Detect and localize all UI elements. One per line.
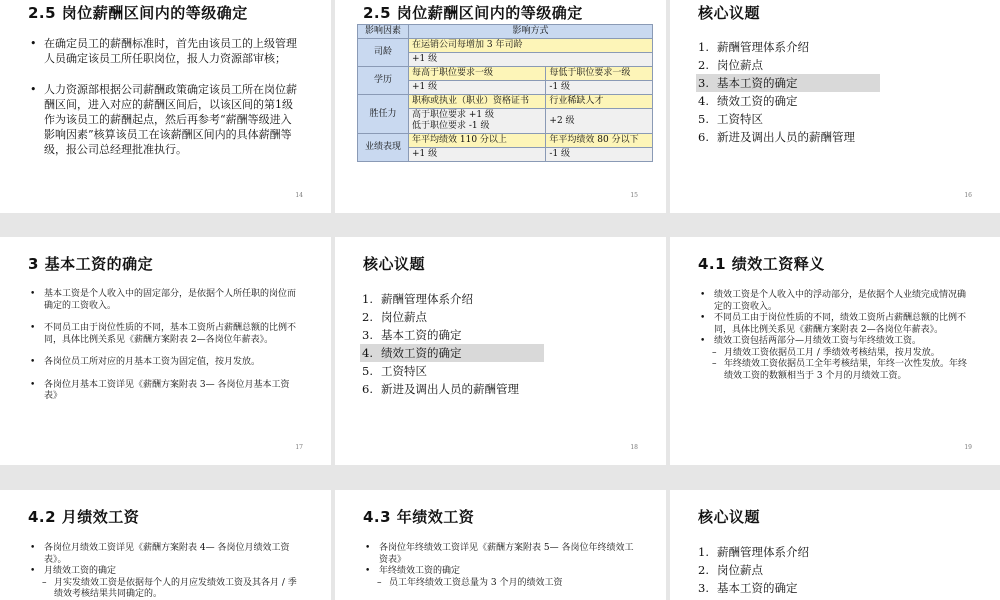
bullet-list xyxy=(365,543,637,589)
agenda-item xyxy=(360,308,544,326)
bullet-item: • 不同员工由于岗位性质的不同，基本工资所占薪酬总额的比例不同，具体比例关系见《薪酬方案附表 2—各岗位年薪表》。 xyxy=(30,323,302,346)
bullet-item: • 不同员工由于岗位性质的不同，绩效工资所占薪酬总额的比例不同，具体比例关系见《薪酬方案附表 2—各岗位年薪表》。 xyxy=(700,313,970,336)
agenda-label: 绩效工资的确定 xyxy=(717,94,798,108)
agenda-label: 新进及调出人员的薪酬管理 xyxy=(381,382,519,396)
grade-cell: -1 级 xyxy=(546,148,653,162)
slide-title: 核心议题 xyxy=(698,508,761,526)
agenda-label: 基本工资的确定 xyxy=(381,328,462,342)
agenda-item xyxy=(696,561,880,579)
slide-title: 3 基本工资的确定 xyxy=(28,255,154,273)
agenda-number: 1. xyxy=(698,545,709,559)
agenda-number: 5. xyxy=(362,364,373,378)
agenda-label: 薪酬管理体系介绍 xyxy=(381,292,473,306)
agenda-label: 工资特区 xyxy=(717,112,763,126)
agenda-number: 3. xyxy=(362,328,373,342)
slide-22[interactable] xyxy=(670,490,1000,600)
agenda-number: 6. xyxy=(362,382,373,396)
bullet-item: • 绩效工资是个人收入中的浮动部分，是依据个人业绩完成情况确定的工资收入。 xyxy=(700,290,970,313)
agenda-number: 2. xyxy=(362,310,373,324)
bullet-item: • 各岗位员工所对应的月基本工资为固定值，按月发放。 xyxy=(30,357,302,369)
page-number: 19 xyxy=(964,444,972,451)
slide-14[interactable] xyxy=(0,0,331,213)
slide-title: 4.2 月绩效工资 xyxy=(28,508,140,526)
agenda-label: 绩效工资的确定 xyxy=(381,346,462,360)
bullet-item: • 人力资源部根据公司薪酬政策确定该员工所在岗位薪酬区间，进入对应的薪酬区间后，以该区间的第1级作为该员工的薪酬起点，然后再参考“薪酬等级进入影响因素”核算该员工在该薪酬区间内的具体薪酬等级，报公司总经理批准执行。 xyxy=(30,82,302,157)
sub-bullet-item: – 员工年终绩效工资总量为 3 个月的绩效工资 xyxy=(365,578,637,590)
agenda-label: 基本工资的确定 xyxy=(717,581,798,595)
slide-15[interactable] xyxy=(335,0,666,213)
agenda-number: 4. xyxy=(698,94,709,108)
bullet-item: • 各岗位月绩效工资详见《薪酬方案附表 4— 各岗位月绩效工资表》。 xyxy=(30,543,302,566)
table-header: 影响因素 xyxy=(358,25,409,39)
agenda-item xyxy=(696,579,880,597)
agenda-number: 6. xyxy=(698,130,709,144)
agenda-number: 4. xyxy=(362,346,373,360)
agenda-label: 新进及调出人员的薪酬管理 xyxy=(717,130,855,144)
agenda-item xyxy=(696,128,880,146)
slide-title: 4.3 年绩效工资 xyxy=(363,508,475,526)
method-cell: 职称或执业（职业）资格证书 xyxy=(409,95,546,109)
agenda-number: 2. xyxy=(698,563,709,577)
sub-bullet-item: – 月实发绩效工资是依据每个人的月应发绩效工资及其各月 / 季绩效考核结果共同确定的。 xyxy=(30,578,302,600)
bullet-item: • 各岗位月基本工资详见《薪酬方案附表 3— 各岗位月基本工资表》 xyxy=(30,380,302,403)
agenda-item xyxy=(360,326,544,344)
bullet-list xyxy=(30,289,302,403)
bullet-item: • 月绩效工资的确定 xyxy=(30,566,302,578)
method-cell: 年平均绩效 110 分以上 xyxy=(409,134,546,148)
grade-cell: +1 级 xyxy=(409,81,546,95)
table-header: 影响方式 xyxy=(409,25,653,39)
agenda-label: 基本工资的确定 xyxy=(717,76,798,90)
slide-20[interactable] xyxy=(0,490,331,600)
grade-cell: +1 级 xyxy=(409,148,546,162)
slide-title: 核心议题 xyxy=(363,255,426,273)
factor-cell: 胜任力 xyxy=(358,95,409,134)
agenda-item xyxy=(696,110,880,128)
sub-bullet-item: – 月绩效工资依据员工月 / 季绩效考核结果，按月发放。 xyxy=(700,348,970,360)
bullet-list xyxy=(30,36,302,157)
agenda-number: 1. xyxy=(698,40,709,54)
slide-16[interactable] xyxy=(670,0,1000,213)
slide-title: 核心议题 xyxy=(698,4,761,22)
bullet-item: • 在确定员工的薪酬标准时，首先由该员工的上级管理人员确定该员工所任职岗位，报人力资源部审核； xyxy=(30,36,302,66)
grade-cell: +1 级 xyxy=(409,53,653,67)
influence-factor-table xyxy=(357,24,653,162)
agenda-item-highlighted xyxy=(696,74,880,92)
grade-cell: -1 级 xyxy=(546,81,653,95)
method-cell: 年平均绩效 80 分以下 xyxy=(546,134,653,148)
agenda-item xyxy=(360,362,544,380)
factor-cell: 学历 xyxy=(358,67,409,95)
bullet-item: • 年终绩效工资的确定 xyxy=(365,566,637,578)
agenda-number: 2. xyxy=(698,58,709,72)
agenda-number: 3. xyxy=(698,76,709,90)
agenda-item xyxy=(696,38,880,56)
agenda-number: 5. xyxy=(698,112,709,126)
agenda-list xyxy=(360,290,544,398)
agenda-list xyxy=(696,543,880,597)
bullet-list xyxy=(30,543,302,600)
agenda-item-highlighted xyxy=(360,344,544,362)
factor-cell: 司龄 xyxy=(358,39,409,67)
agenda-item xyxy=(360,380,544,398)
sub-bullet-item: – 年终绩效工资依据员工全年考核结果，年终一次性发放。年终绩效工资的数额相当于 3 个月的月绩效工资。 xyxy=(700,359,970,382)
agenda-list xyxy=(696,38,880,146)
slide-19[interactable] xyxy=(670,237,1000,465)
agenda-item xyxy=(360,290,544,308)
page-number: 15 xyxy=(630,192,638,199)
bullet-list xyxy=(700,290,970,382)
agenda-label: 薪酬管理体系介绍 xyxy=(717,545,809,559)
method-cell: 每高于职位要求一级 xyxy=(409,67,546,81)
bullet-item: • 基本工资是个人收入中的固定部分，是依据个人所任职的岗位而确定的工资收入。 xyxy=(30,289,302,312)
slide-title: 2.5 岗位薪酬区间内的等级确定 xyxy=(28,4,248,22)
grade-cell: 高于职位要求 +1 级 低于职位要求 -1 级 xyxy=(409,109,546,134)
agenda-label: 岗位薪点 xyxy=(717,563,763,577)
agenda-number: 3. xyxy=(698,581,709,595)
page-number: 14 xyxy=(295,192,303,199)
slide-21[interactable] xyxy=(335,490,666,600)
slide-18[interactable] xyxy=(335,237,666,465)
method-cell: 每低于职位要求一级 xyxy=(546,67,653,81)
agenda-label: 薪酬管理体系介绍 xyxy=(717,40,809,54)
page-number: 18 xyxy=(630,444,638,451)
agenda-item xyxy=(696,543,880,561)
agenda-label: 岗位薪点 xyxy=(381,310,427,324)
slide-17[interactable] xyxy=(0,237,331,465)
agenda-number: 1. xyxy=(362,292,373,306)
page-number: 16 xyxy=(964,192,972,199)
agenda-label: 工资特区 xyxy=(381,364,427,378)
page-number: 17 xyxy=(295,444,303,451)
agenda-label: 岗位薪点 xyxy=(717,58,763,72)
factor-cell: 业绩表现 xyxy=(358,134,409,162)
bullet-item: • 各岗位年终绩效工资详见《薪酬方案附表 5— 各岗位年终绩效工资表》 xyxy=(365,543,637,566)
agenda-item xyxy=(696,56,880,74)
slide-title: 4.1 绩效工资释义 xyxy=(698,255,825,273)
method-cell: 在运销公司每增加 3 年司龄 xyxy=(409,39,653,53)
method-cell: 行业稀缺人才 xyxy=(546,95,653,109)
agenda-item xyxy=(696,92,880,110)
grade-cell: +2 级 xyxy=(546,109,653,134)
slide-title: 2.5 岗位薪酬区间内的等级确定 xyxy=(363,4,583,22)
bullet-item: • 绩效工资包括两部分—月绩效工资与年终绩效工资。 xyxy=(700,336,970,348)
